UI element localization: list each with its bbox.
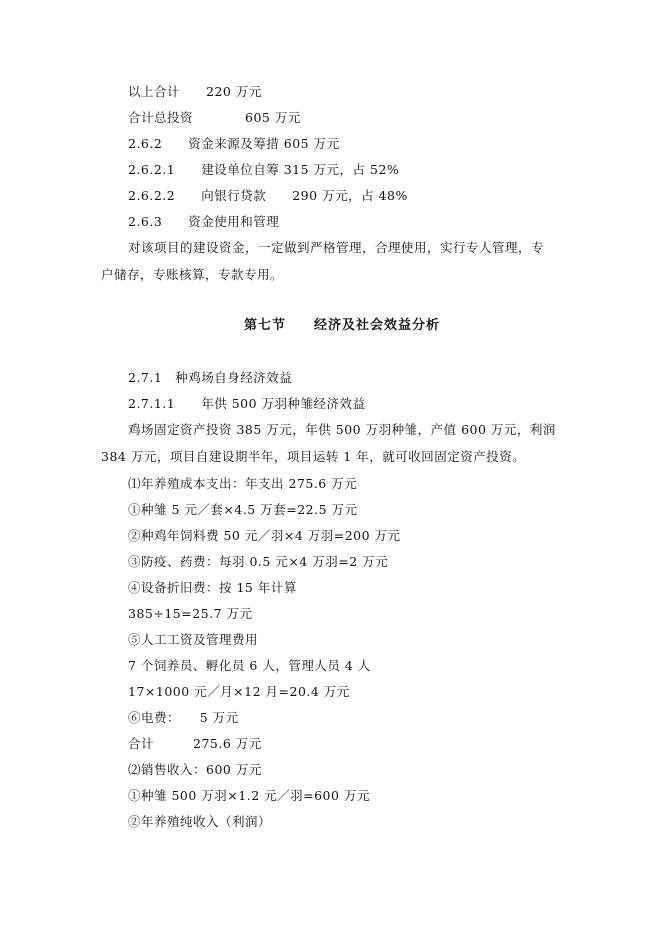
funding-source-heading: 2.6.2 资金来源及筹措 605 万元 — [128, 136, 340, 151]
cost-item: ②种鸡年饲料费 50 元／羽×4 万羽=200 万元 — [128, 528, 401, 543]
paragraph-line: 户储存，专账核算，专款专用。 — [101, 267, 284, 282]
section-heading: 第七节 经济及社会效益分析 — [244, 318, 441, 333]
subsection-heading: 2.7.1 种鸡场自身经济效益 — [128, 370, 293, 385]
cost-item: ⑥电费： 5 万元 — [128, 710, 239, 725]
total-investment-line: 合计总投资 605 万元 — [128, 110, 301, 125]
cost-item: ①种雏 5 元／套×4.5 万套=22.5 万元 — [128, 502, 358, 517]
revenue-item: ②年养殖纯收入（利润） — [128, 814, 272, 829]
cost-item: ④设备折旧费：按 15 年计算 — [128, 580, 297, 595]
subtotal-line: 以上合计 220 万元 — [128, 84, 262, 99]
cost-item: 385÷15=25.7 万元 — [128, 606, 253, 621]
cost-item: ⑤人工工资及管理费用 — [128, 632, 259, 647]
cost-heading: ⑴年养殖成本支出：年支出 275.6 万元 — [128, 476, 358, 491]
paragraph-line: 对该项目的建设资金，一定做到严格管理，合理使用，实行专人管理，专 — [128, 240, 545, 255]
revenue-item: ①种雏 500 万羽×1.2 元／羽=600 万元 — [128, 788, 370, 803]
paragraph-line: 384 万元，项目自建设期半年，项目运转 1 年，就可收回固定资产投资。 — [101, 449, 526, 464]
fund-usage-heading: 2.6.3 资金使用和管理 — [128, 214, 280, 229]
bank-loan-line: 2.6.2.2 向银行贷款 290 万元，占 48% — [128, 188, 408, 203]
self-funding-line: 2.6.2.1 建设单位自筹 315 万元，占 52% — [128, 162, 400, 177]
cost-total: 合计 275.6 万元 — [128, 736, 262, 751]
cost-item: ③防疫、药费：每羽 0.5 元×4 万羽=2 万元 — [128, 554, 389, 569]
cost-item: 7 个饲养员、孵化员 6 人，管理人员 4 人 — [128, 658, 371, 673]
subsection-heading: 2.7.1.1 年供 500 万羽种雏经济效益 — [128, 396, 366, 411]
cost-item: 17×1000 元／月×12 月=20.4 万元 — [128, 684, 350, 699]
revenue-heading: ⑵销售收入：600 万元 — [128, 762, 262, 777]
paragraph-line: 鸡场固定资产投资 385 万元，年供 500 万羽种雏，产值 600 万元，利润 — [128, 422, 556, 437]
